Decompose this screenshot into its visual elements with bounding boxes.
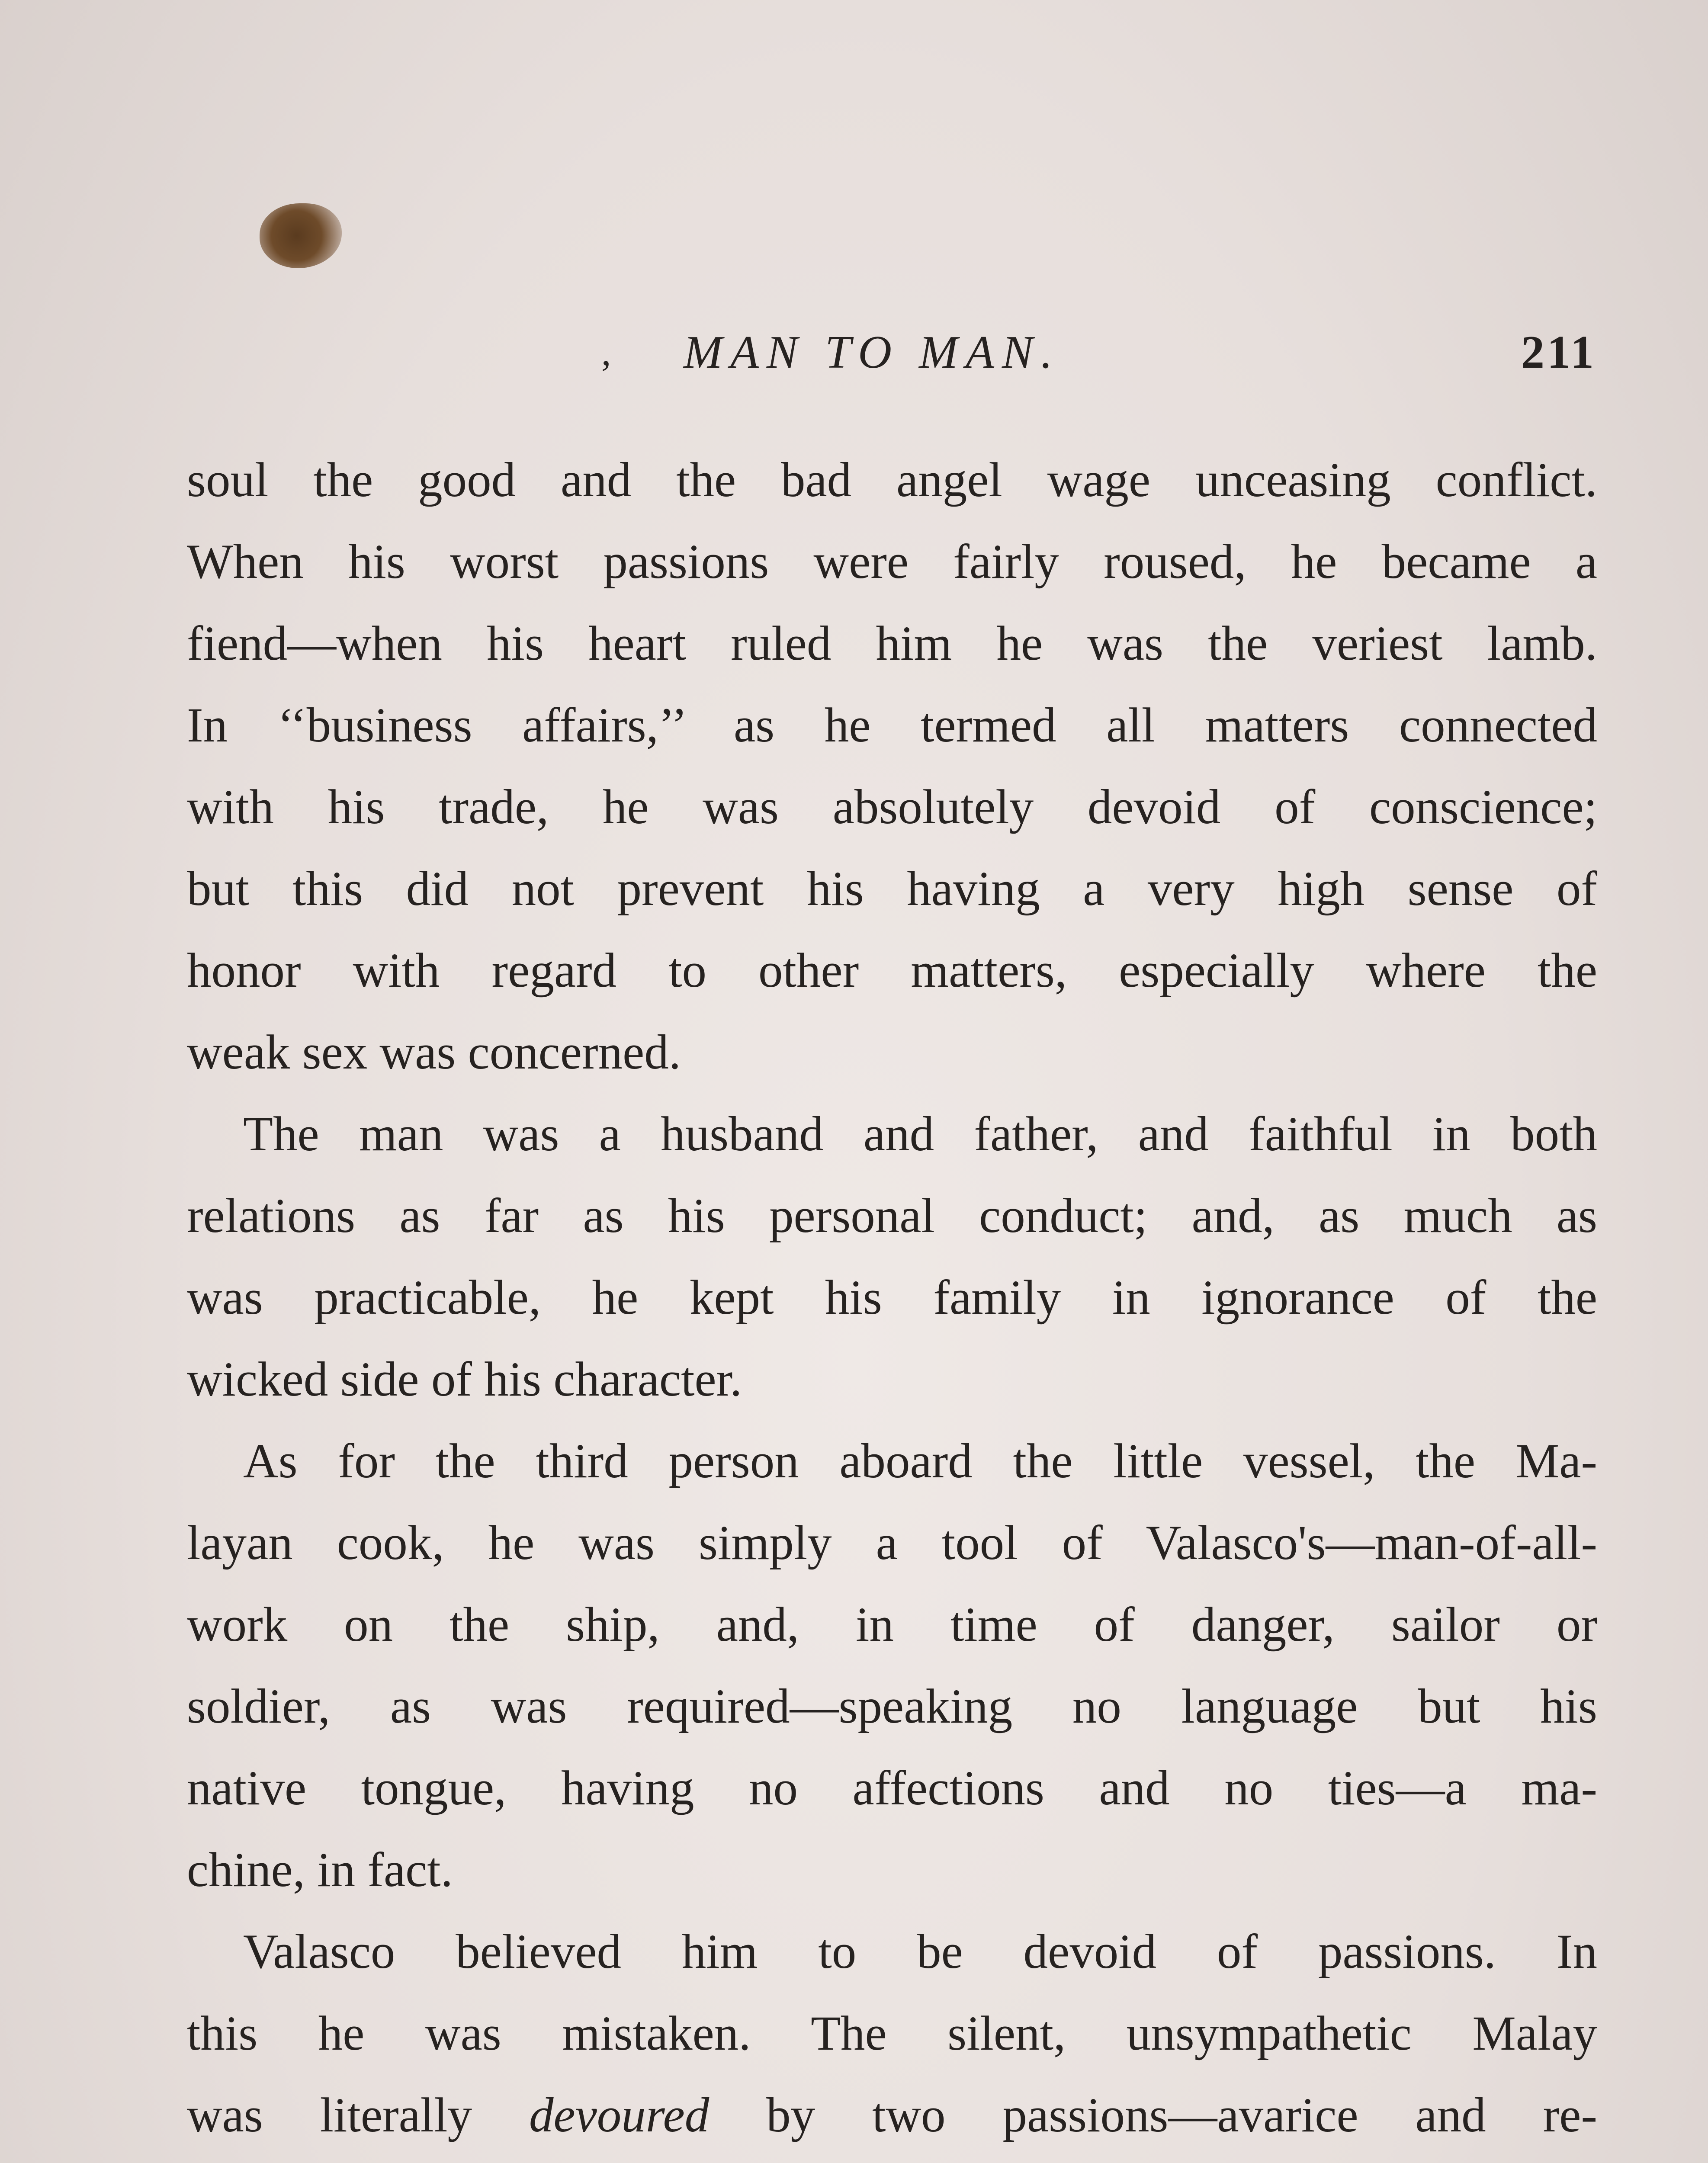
- page-number: 211: [1521, 327, 1596, 378]
- running-header: [186, 320, 1596, 385]
- text-line: this he was mistaken. The silent, unsympathetic Malay: [187, 2006, 1597, 2060]
- text-line: wicked side of his character.: [187, 1352, 742, 1406]
- text-line: weak sex was concerned.: [187, 1025, 681, 1079]
- stain-mark: [260, 203, 342, 268]
- text-line: was literally devoured by two passions—avarice and re-: [187, 2088, 1597, 2142]
- text-line: soldier, as was required—speaking no language but his: [187, 1679, 1597, 1733]
- text-line: [187, 2156, 1597, 2163]
- text-line: fiend—when his heart ruled him he was the veriest lamb.: [187, 616, 1597, 671]
- text-line: layan cook, he was simply a tool of Valasco's—man-of-all-: [187, 1516, 1597, 1570]
- paragraph: [187, 439, 1597, 1093]
- running-title: MAN TO MAN.: [684, 327, 1061, 378]
- body-text: [187, 439, 1597, 2163]
- text-line: In ‘‘business affairs,’’ as he termed all matters connected: [187, 698, 1597, 752]
- paragraph: [187, 1420, 1597, 1911]
- text-line: with his trade, he was absolutely devoid of conscience;: [187, 780, 1597, 834]
- text-line: was practicable, he kept his family in ignorance of the: [187, 1271, 1597, 1325]
- text-line: chine, in fact.: [187, 1843, 453, 1897]
- paragraph: [187, 1093, 1597, 1420]
- text-line: When his worst passions were fairly roused, he became a: [187, 535, 1597, 589]
- text-line: As for the third person aboard the little vessel, the Ma-: [243, 1434, 1597, 1488]
- text-line: work on the ship, and, in time of danger, sailor or: [187, 1598, 1597, 1652]
- text-line: Valasco believed him to be devoid of passions. In: [243, 1925, 1597, 1979]
- text-line: native tongue, having no affections and no ties—a ma-: [187, 1761, 1597, 1815]
- text-line: but this did not prevent his having a very high sense of: [187, 862, 1597, 916]
- header-mark: ,: [601, 331, 611, 374]
- text-line: soul the good and the bad angel wage unceasing conflict.: [187, 453, 1597, 507]
- text-line: The man was a husband and father, and faithful in both: [243, 1107, 1597, 1161]
- text-line: relations as far as his personal conduct; and, as much as: [187, 1189, 1597, 1243]
- paragraph: [187, 1911, 1597, 2163]
- text-line: honor with regard to other matters, especially where the: [187, 944, 1597, 998]
